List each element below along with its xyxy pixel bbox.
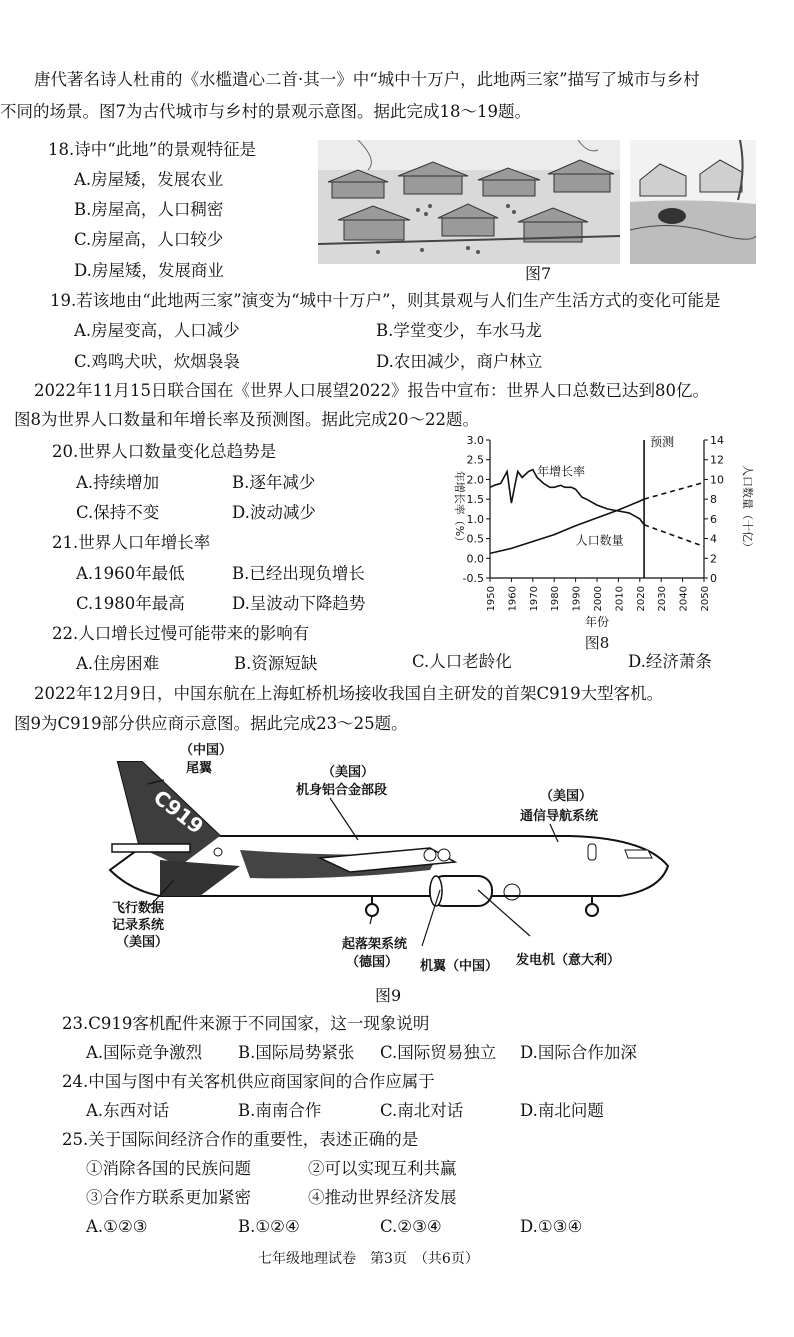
left-tick-label: 1.5 bbox=[466, 493, 484, 507]
series-label-population: 人口数量 bbox=[575, 533, 624, 548]
fig8-caption: 图8 bbox=[584, 634, 610, 652]
right-tick-label: 4 bbox=[710, 532, 717, 546]
label-comm: 通信导航系统 bbox=[520, 809, 599, 824]
label-tail: 尾翼 bbox=[186, 761, 213, 776]
fig9-caption: 图9 bbox=[375, 986, 402, 1005]
right-tick-label: 12 bbox=[710, 453, 724, 467]
q20-option-d: D.波动减少 bbox=[232, 503, 316, 522]
q18-option-c: C.房屋高，人口较少 bbox=[74, 230, 224, 249]
label-wing: 机翼（中国） bbox=[420, 959, 499, 974]
q20-stem: 20.世界人口数量变化总趋势是 bbox=[52, 442, 277, 461]
q25-option-b: B.①②④ bbox=[238, 1217, 300, 1236]
city-landscape-image bbox=[318, 140, 620, 264]
q19-stem: 19.若该地由“此地两三家”演变为“城中十万户”，则其景观与人们生产生活方式的变化可能是 bbox=[50, 291, 721, 310]
q22-option-c: C.人口老龄化 bbox=[412, 652, 512, 671]
q23-option-c: C.国际贸易独立 bbox=[380, 1043, 497, 1062]
label-fdr-2: 记录系统 bbox=[112, 918, 165, 933]
left-tick-label: 3.0 bbox=[466, 434, 484, 447]
intro3-line1: 2022年12月9日，中国东航在上海虹桥机场接收我国自主研发的首架C919大型客机。 bbox=[34, 684, 664, 703]
left-tick-label: 2.5 bbox=[466, 453, 484, 467]
x-tick-label: 1970 bbox=[528, 586, 540, 612]
intro2-line1: 2022年11月15日联合国在《世界人口展望2022》报告中宣布：世界人口总数已达到80亿。 bbox=[34, 381, 709, 400]
x-tick-label: 1950 bbox=[486, 586, 497, 612]
q25-statement-2: ②可以实现互利共赢 bbox=[308, 1159, 457, 1178]
q22-option-a: A.住房困难 bbox=[76, 654, 160, 673]
q22-option-b: B.资源短缺 bbox=[234, 654, 318, 673]
label-comm-country: （美国） bbox=[540, 789, 593, 804]
right-tick-label: 14 bbox=[710, 434, 724, 447]
intro3-line2: 图9为C919部分供应商示意图。据此完成23～25题。 bbox=[14, 714, 408, 733]
x-tick-label: 2020 bbox=[635, 586, 647, 612]
left-tick-label: 0.5 bbox=[466, 532, 484, 546]
label-fdr-country: （美国） bbox=[116, 935, 169, 950]
q18-option-a: A.房屋矮，发展农业 bbox=[74, 170, 224, 189]
q24-option-a: A.东西对话 bbox=[86, 1101, 170, 1120]
right-tick-label: 10 bbox=[710, 473, 724, 487]
page-footer: 七年级地理试卷 第3页 （共6页） bbox=[258, 1251, 479, 1267]
x-tick-label: 2040 bbox=[678, 586, 690, 612]
q25-statement-3: ③合作方联系更加紧密 bbox=[86, 1188, 251, 1207]
left-axis-label: 年增长率（%） bbox=[453, 470, 466, 548]
right-tick-label: 2 bbox=[710, 552, 717, 566]
q22-stem: 22.人口增长过慢可能带来的影响有 bbox=[52, 624, 310, 643]
q24-stem: 24.中国与图中有关客机供应商国家间的合作应属于 bbox=[62, 1072, 435, 1091]
q18-option-d: D.房屋矮，发展商业 bbox=[74, 261, 224, 280]
q21-option-d: D.呈波动下降趋势 bbox=[232, 594, 366, 613]
label-gear: 起落架系统 bbox=[342, 937, 408, 952]
q25-statement-4: ④推动世界经济发展 bbox=[308, 1188, 457, 1207]
q25-option-c: C.②③④ bbox=[380, 1217, 442, 1236]
x-tick-label: 2030 bbox=[657, 586, 669, 612]
plane-logo-text: C919 bbox=[148, 785, 209, 839]
left-tick-label: 1.0 bbox=[466, 512, 484, 526]
q18-option-b: B.房屋高，人口稠密 bbox=[74, 200, 224, 219]
q24-option-b: B.南南合作 bbox=[238, 1101, 322, 1120]
label-fuselage-country: （美国） bbox=[322, 765, 375, 780]
q19-option-b: B.学堂变少，车水马龙 bbox=[376, 321, 542, 340]
left-tick-label: 2.0 bbox=[466, 473, 484, 487]
q18-stem: 18.诗中“此地”的景观特征是 bbox=[48, 140, 257, 159]
fig7-caption: 图7 bbox=[525, 264, 552, 283]
label-fuselage: 机身铝合金部段 bbox=[296, 783, 388, 798]
series-forecast-0 bbox=[644, 525, 704, 547]
q20-option-a: A.持续增加 bbox=[76, 473, 160, 492]
q22-option-d: D.经济萧条 bbox=[628, 652, 712, 671]
label-tail-country: （中国） bbox=[180, 743, 233, 758]
population-chart bbox=[440, 428, 760, 660]
q25-statement-1: ①消除各国的民族问题 bbox=[86, 1159, 251, 1178]
c919-supplier-diagram bbox=[100, 740, 680, 990]
q23-stem: 23.C919客机配件来源于不同国家，这一现象说明 bbox=[62, 1014, 430, 1033]
series-forecast-1 bbox=[644, 482, 704, 499]
right-tick-label: 8 bbox=[710, 493, 717, 507]
x-tick-label: 2010 bbox=[614, 586, 626, 612]
q20-option-b: B.逐年减少 bbox=[232, 473, 316, 492]
x-tick-label: 2050 bbox=[700, 586, 711, 612]
intro1-line1: 唐代著名诗人杜甫的《水槛遣心二首·其一》中“城中十万户，此地两三家”描写了城市与乡村 bbox=[34, 70, 700, 89]
series-label-growth-rate: 年增长率 bbox=[537, 464, 586, 479]
x-tick-label: 1980 bbox=[550, 586, 562, 612]
intro2-line2: 图8为世界人口数量和年增长率及预测图。据此完成20～22题。 bbox=[14, 410, 479, 429]
q25-option-a: A.①②③ bbox=[86, 1217, 148, 1236]
right-tick-label: 6 bbox=[710, 512, 717, 526]
q23-option-d: D.国际合作加深 bbox=[520, 1043, 637, 1062]
q19-option-c: C.鸡鸣犬吠，炊烟袅袅 bbox=[74, 352, 240, 371]
right-axis-label: 人口数量（十亿） bbox=[741, 465, 754, 553]
q24-option-d: D.南北问题 bbox=[520, 1101, 604, 1120]
q23-option-a: A.国际竞争激烈 bbox=[86, 1043, 203, 1062]
x-tick-label: 1960 bbox=[507, 586, 519, 612]
label-fdr-1: 飞行数据 bbox=[112, 901, 165, 916]
q21-option-a: A.1960年最低 bbox=[76, 564, 185, 583]
x-tick-label: 1990 bbox=[571, 586, 583, 612]
q21-option-c: C.1980年最高 bbox=[76, 594, 185, 613]
forecast-label: 预测 bbox=[650, 435, 675, 449]
right-tick-label: 0 bbox=[710, 572, 717, 585]
label-generator: 发电机（意大利） bbox=[516, 953, 621, 968]
q19-option-a: A.房屋变高，人口减少 bbox=[74, 321, 240, 340]
airplane-drawing bbox=[110, 762, 668, 916]
intro1-line2: 不同的场景。图7为古代城市与乡村的景观示意图。据此完成18～19题。 bbox=[0, 102, 531, 121]
q24-option-c: C.南北对话 bbox=[380, 1101, 464, 1120]
left-tick-label: 0.0 bbox=[466, 552, 484, 566]
x-axis-label: 年份 bbox=[584, 615, 610, 629]
village-landscape-image bbox=[630, 140, 756, 264]
left-tick-label: -0.5 bbox=[462, 572, 484, 585]
label-gear-country: （德国） bbox=[346, 955, 399, 970]
q25-option-d: D.①③④ bbox=[520, 1217, 583, 1236]
q21-option-b: B.已经出现负增长 bbox=[232, 564, 365, 583]
q23-option-b: B.国际局势紧张 bbox=[238, 1043, 355, 1062]
x-tick-label: 2000 bbox=[593, 586, 604, 612]
q21-stem: 21.世界人口年增长率 bbox=[52, 533, 211, 552]
q25-stem: 25.关于国际间经济合作的重要性，表述正确的是 bbox=[62, 1130, 419, 1149]
q20-option-c: C.保持不变 bbox=[76, 503, 160, 522]
q19-option-d: D.农田减少，商户林立 bbox=[376, 352, 543, 371]
